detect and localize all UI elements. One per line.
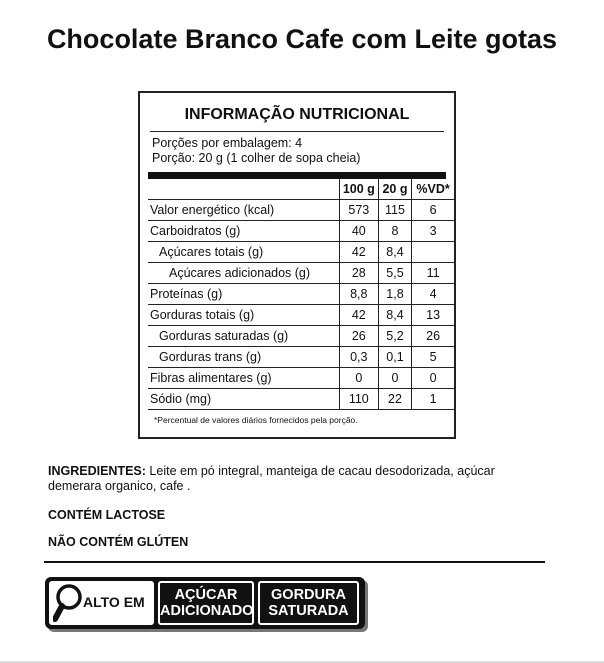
gordura-line1: GORDURA	[271, 587, 346, 603]
nutrient-label: Açúcares totais (g)	[148, 242, 339, 263]
nutrient-label: Fibras alimentares (g)	[148, 368, 339, 389]
value-20g: 1,8	[378, 284, 411, 305]
table-row	[148, 326, 454, 347]
nutrient-label: Proteínas (g)	[148, 284, 339, 305]
table-row	[148, 263, 454, 284]
acucar-line1: AÇÚCAR	[174, 587, 238, 603]
col-20g: 20 g	[378, 179, 411, 200]
thick-divider	[148, 172, 446, 179]
table-row	[148, 305, 454, 326]
nutrient-label: Gorduras saturadas (g)	[148, 326, 339, 347]
footnote: *Percentual de valores diários fornecidos pela porção.	[154, 415, 358, 425]
ingredients-text: Leite em pó integral, manteiga de cacau desodorizada, açúcar demerara organico, cafe .	[48, 464, 495, 493]
value-vd: 3	[412, 221, 454, 242]
contains-lactose: CONTÉM LACTOSE	[48, 508, 166, 522]
value-20g: 0	[378, 368, 411, 389]
nutrition-facts-table	[138, 91, 456, 439]
value-20g: 8,4	[378, 305, 411, 326]
table-row	[148, 242, 454, 263]
front-warning-label	[45, 577, 365, 629]
value-100g: 0	[339, 368, 378, 389]
alto-em-text: ALTO EM	[83, 594, 145, 610]
value-20g: 115	[378, 200, 411, 221]
value-vd: 0	[412, 368, 454, 389]
value-100g: 573	[339, 200, 378, 221]
value-vd: 13	[412, 305, 454, 326]
nutrient-label: Gorduras trans (g)	[148, 347, 339, 368]
value-100g: 0,3	[339, 347, 378, 368]
nutrient-table	[148, 179, 454, 410]
table-row	[148, 284, 454, 305]
gordura-line2: SATURADA	[268, 603, 349, 619]
value-20g: 5,5	[378, 263, 411, 284]
value-vd: 4	[412, 284, 454, 305]
nutrient-label: Carboidratos (g)	[148, 221, 339, 242]
value-100g: 110	[339, 389, 378, 410]
value-vd: 26	[412, 326, 454, 347]
value-vd: 11	[412, 263, 454, 284]
gluten-free: NÃO CONTÉM GLÚTEN	[48, 535, 189, 549]
alto-em-box	[49, 581, 154, 625]
value-20g: 8	[378, 221, 411, 242]
heading-divider	[150, 131, 444, 132]
portion-size: Porção: 20 g (1 colher de sopa cheia)	[152, 151, 361, 165]
saturated-fat-warning	[258, 581, 359, 625]
value-20g: 0,1	[378, 347, 411, 368]
value-vd	[412, 242, 454, 263]
table-row	[148, 368, 454, 389]
table-row	[148, 347, 454, 368]
value-vd: 1	[412, 389, 454, 410]
nutrient-label: Sódio (mg)	[148, 389, 339, 410]
value-20g: 22	[378, 389, 411, 410]
value-100g: 40	[339, 221, 378, 242]
table-row	[148, 221, 454, 242]
nutrient-label: Açúcares adicionados (g)	[148, 263, 339, 284]
value-100g: 28	[339, 263, 378, 284]
table-row	[148, 389, 454, 410]
product-title: Chocolate Branco Cafe com Leite gotas	[46, 24, 558, 54]
col-100g: 100 g	[339, 179, 378, 200]
table-row	[148, 200, 454, 221]
ingredients-block	[48, 464, 548, 494]
divider-line	[44, 561, 545, 563]
value-100g: 8,8	[339, 284, 378, 305]
value-vd: 6	[412, 200, 454, 221]
nutrient-label: Valor energético (kcal)	[148, 200, 339, 221]
value-vd: 5	[412, 347, 454, 368]
column-header-row	[148, 179, 454, 200]
acucar-line2: ADICIONADO	[160, 603, 254, 619]
nutrient-label: Gorduras totais (g)	[148, 305, 339, 326]
value-20g: 5,2	[378, 326, 411, 347]
portions-per-package: Porções por embalagem: 4	[152, 136, 303, 150]
ingredients-label: INGREDIENTES:	[48, 464, 146, 478]
value-100g: 26	[339, 326, 378, 347]
nutrition-heading: INFORMAÇÃO NUTRICIONAL	[184, 106, 410, 123]
value-20g: 8,4	[378, 242, 411, 263]
value-100g: 42	[339, 242, 378, 263]
col-vd: %VD*	[412, 179, 454, 200]
value-100g: 42	[339, 305, 378, 326]
blank-header	[148, 179, 339, 200]
added-sugar-warning	[158, 581, 254, 625]
